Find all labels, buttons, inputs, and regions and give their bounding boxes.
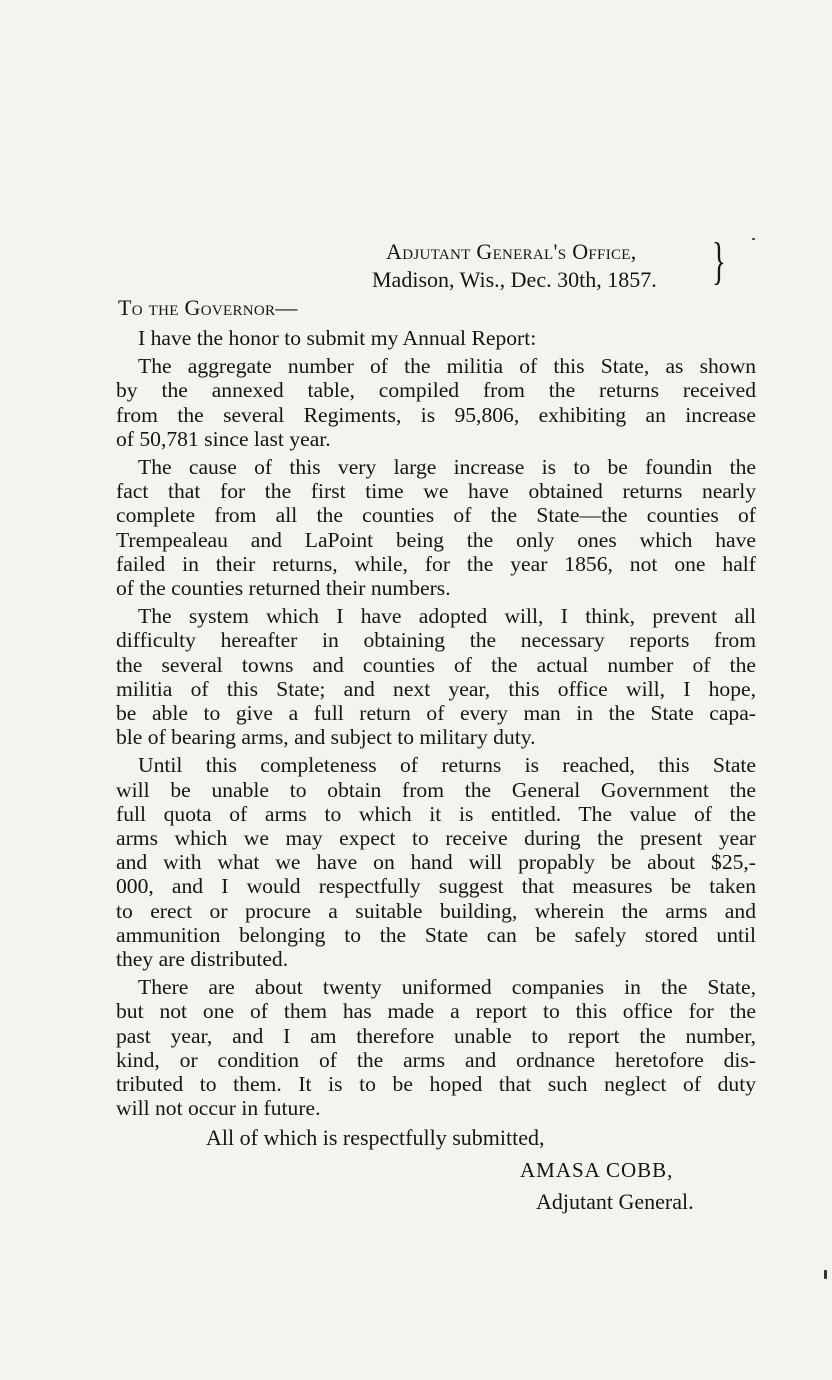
text-line: The cause of this very large increase is to be foundin the — [138, 455, 756, 480]
paragraph — [116, 354, 756, 451]
text-line: arms which we may expect to receive during the present year — [116, 826, 756, 851]
text-line: kind, or condition of the arms and ordnance heretofore dis- — [116, 1047, 756, 1072]
text-line: by the annexed table, compiled from the returns received — [116, 378, 756, 403]
salutation: To the Governor— — [118, 295, 298, 320]
text-line: but not one of them has made a report to this office for the — [116, 999, 756, 1024]
text-line: they are distributed. — [116, 947, 289, 972]
paragraph — [116, 326, 756, 350]
text-line: The system which I have adopted will, I think, prevent all — [138, 604, 756, 629]
text-line: will be unable to obtain from the General Government the — [116, 777, 756, 802]
signer-name: AMASA COBB, — [520, 1158, 674, 1182]
text-line: full quota of arms to which it is entitled. The value of the — [116, 801, 756, 826]
paragraph — [116, 975, 756, 1120]
office-name: Adjutant General's Office, — [386, 239, 637, 264]
letter-body — [116, 326, 756, 1121]
ink-speck — [752, 238, 755, 240]
text-line: be able to give a full return of every man in the State capa- — [116, 701, 756, 726]
text-line: of the counties returned their numbers. — [116, 576, 451, 601]
text-line: tributed to them. It is to be hoped that such neglect of duty — [116, 1072, 756, 1097]
signer-title: Adjutant General. — [536, 1189, 694, 1214]
text-line: ammunition belonging to the State can be safely stored until — [116, 922, 756, 947]
text-line: of 50,781 since last year. — [116, 426, 331, 451]
text-line: failed in their returns, while, for the year 1856, not one half — [116, 551, 756, 576]
paragraph — [116, 604, 756, 749]
text-line: There are about twenty uniformed companies in the State, — [138, 975, 756, 1000]
text-line: I have the honor to submit my Annual Report: — [138, 326, 537, 350]
text-line: fact that for the first time we have obtained returns nearly — [116, 479, 756, 504]
ink-speck — [824, 1270, 827, 1279]
place-and-date: Madison, Wis., Dec. 30th, 1857. — [372, 267, 657, 292]
text-line: Until this completeness of returns is reached, this State — [138, 753, 756, 778]
text-line: difficulty hereafter in obtaining the necessary reports from — [116, 628, 756, 653]
text-line: Trempealeau and LaPoint being the only ones which have — [116, 527, 756, 552]
letter-header — [372, 233, 732, 294]
header-brace: } — [712, 233, 726, 290]
text-line: The aggregate number of the militia of this State, as shown — [138, 354, 756, 379]
text-line: 000, and I would respectfully suggest that measures be taken — [116, 874, 756, 899]
paragraph — [116, 455, 756, 600]
text-line: militia of this State; and next year, this office will, I hope, — [116, 676, 756, 701]
text-line: ble of bearing arms, and subject to military duty. — [116, 725, 536, 750]
text-line: complete from all the counties of the State—the counties of — [116, 503, 756, 528]
text-line: the several towns and counties of the actual number of the — [116, 652, 756, 677]
text-line: past year, and I am therefore unable to report the number, — [116, 1023, 756, 1048]
paragraph — [116, 753, 756, 971]
closing-line: All of which is respectfully submitted, — [206, 1125, 545, 1150]
text-line: from the several Regiments, is 95,806, exhibiting an increase — [116, 402, 756, 427]
text-line: to erect or procure a suitable building, wherein the arms and — [116, 898, 756, 923]
text-line: will not occur in future. — [116, 1096, 321, 1121]
text-line: and with what we have on hand will propably be about $25,- — [116, 850, 756, 875]
